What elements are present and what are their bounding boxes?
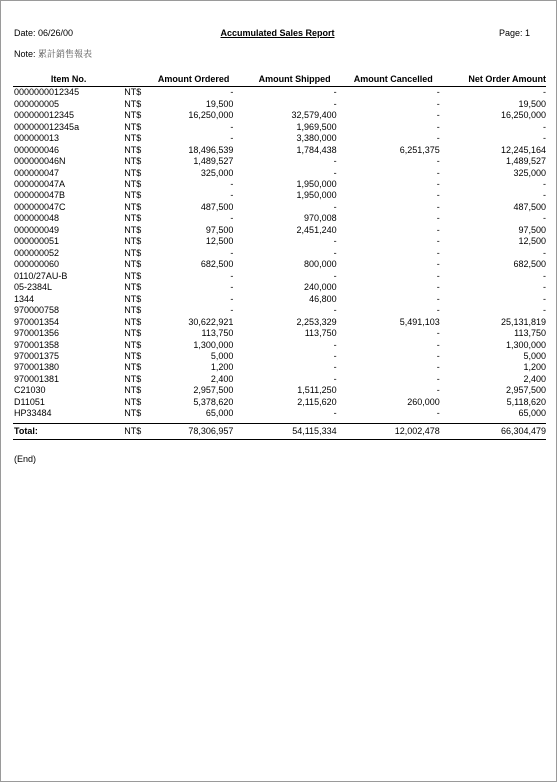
cell-net-order-amount: -: [543, 121, 546, 132]
cell-amount-cancelled: -: [436, 121, 440, 132]
cell-amount-cancelled: -: [436, 236, 440, 247]
table-row: [13, 248, 546, 259]
cell-amount-cancelled: -: [436, 98, 440, 109]
table-row: [13, 98, 546, 109]
cell-amount-cancelled: -: [436, 178, 440, 189]
cell-net-order-amount: -: [543, 305, 546, 316]
cell-amount-ordered: 325,000: [200, 167, 234, 178]
table-row: [13, 351, 546, 362]
cell-item-no: HP33484: [14, 408, 52, 419]
cell-amount-cancelled: -: [436, 293, 440, 304]
cell-currency: NT$: [124, 98, 142, 109]
cell-amount-ordered: 65,000: [205, 408, 234, 419]
cell-amount-shipped: 970,008: [304, 213, 337, 224]
cell-amount-shipped: -: [333, 87, 337, 98]
cell-item-no: 000000047A: [14, 178, 66, 189]
cell-item-no: 970001354: [14, 316, 60, 327]
report-note: [14, 49, 92, 60]
note-text: 累計銷售報表: [38, 49, 93, 59]
cell-currency: NT$: [124, 305, 142, 316]
cell-amount-ordered: -: [230, 121, 234, 132]
table-row: [13, 236, 546, 247]
table-row: [13, 87, 546, 99]
cell-item-no: 000000012345: [14, 110, 75, 121]
cell-amount-shipped: 113,750: [304, 328, 337, 339]
cell-amount-ordered: -: [230, 87, 234, 98]
cell-currency: NT$: [124, 408, 142, 419]
cell-item-no: 0110/27AU-B: [14, 270, 68, 281]
cell-amount-shipped: 1,969,500: [296, 121, 337, 132]
cell-item-no: D11051: [14, 396, 45, 407]
table-row: [13, 213, 546, 224]
cell-net-order-amount: -: [543, 190, 546, 201]
cell-item-no: 000000048: [14, 213, 60, 224]
cell-currency: NT$: [124, 282, 142, 293]
cell-amount-shipped: 2,115,620: [297, 396, 337, 407]
cell-item-no: 000000046: [14, 144, 60, 155]
cell-item-no: 000000060: [14, 259, 60, 270]
cell-amount-shipped: 1,950,000: [296, 190, 337, 201]
cell-amount-ordered: -: [230, 282, 234, 293]
cell-amount-ordered: -: [230, 133, 234, 144]
cell-net-order-amount: 12,245,164: [500, 144, 546, 155]
cell-amount-cancelled: -: [436, 385, 440, 396]
cell-amount-shipped: -: [333, 201, 337, 212]
cell-item-no: 000000051: [14, 236, 60, 247]
cell-amount-ordered: 97,500: [205, 224, 234, 235]
table-row: [13, 133, 546, 144]
cell-amount-ordered: 113,750: [201, 328, 234, 339]
cell-amount-cancelled: 5,491,103: [399, 316, 440, 327]
cell-amount-cancelled: 260,000: [407, 396, 440, 407]
cell-amount-ordered: -: [230, 178, 234, 189]
cell-amount-cancelled: -: [436, 201, 440, 212]
cell-amount-shipped: 1,950,000: [296, 178, 337, 189]
cell-amount-ordered: 2,400: [210, 373, 234, 384]
cell-amount-ordered: 2,957,500: [193, 385, 234, 396]
table-row: [13, 374, 546, 385]
cell-currency: NT$: [124, 293, 142, 304]
cell-currency: NT$: [124, 144, 142, 155]
cell-amount-ordered: 12,500: [205, 236, 234, 247]
cell-amount-shipped: -: [333, 373, 337, 384]
cell-amount-shipped: 46,800: [309, 293, 337, 304]
cell-item-no: 970001375: [14, 351, 60, 362]
cell-net-order-amount: 1,200: [523, 362, 546, 373]
cell-amount-shipped: 2,253,329: [296, 316, 337, 327]
table-body: [13, 87, 546, 420]
cell-item-no: 000000047: [14, 167, 60, 178]
cell-net-order-amount: -: [543, 293, 546, 304]
cell-amount-shipped: 800,000: [304, 259, 337, 270]
cell-currency: NT$: [124, 87, 142, 98]
cell-currency: NT$: [124, 247, 142, 258]
total-currency: NT$: [124, 423, 149, 439]
sales-table: [13, 72, 546, 440]
cell-currency: NT$: [124, 328, 142, 339]
table-row: [13, 282, 546, 293]
cell-amount-ordered: 5,000: [210, 351, 234, 362]
col-header-currency: [124, 72, 149, 87]
cell-item-no: 000000012345a: [14, 121, 80, 132]
total-cancelled: 12,002,478: [337, 423, 440, 439]
cell-amount-ordered: -: [230, 213, 234, 224]
cell-net-order-amount: 113,750: [514, 328, 546, 339]
cell-amount-cancelled: -: [436, 351, 440, 362]
cell-net-order-amount: 2,957,500: [505, 385, 546, 396]
cell-net-order-amount: 1,489,527: [505, 156, 546, 167]
cell-amount-shipped: -: [333, 167, 337, 178]
cell-amount-cancelled: -: [436, 156, 440, 167]
cell-net-order-amount: -: [543, 87, 546, 98]
report-end-marker: (End): [14, 454, 37, 464]
cell-currency: NT$: [124, 110, 142, 121]
cell-amount-cancelled: 6,251,375: [399, 144, 440, 155]
cell-net-order-amount: 65,000: [518, 408, 546, 419]
cell-net-order-amount: 97,500: [518, 224, 546, 235]
note-label: Note:: [14, 49, 39, 59]
cell-amount-ordered: 30,622,921: [188, 316, 234, 327]
cell-net-order-amount: 16,250,000: [500, 110, 546, 121]
cell-amount-shipped: -: [333, 305, 337, 316]
total-label: Total:: [13, 423, 124, 439]
cell-amount-ordered: 18,496,539: [188, 144, 234, 155]
table-row: [13, 305, 546, 316]
cell-amount-cancelled: -: [436, 339, 440, 350]
cell-item-no: 000000047B: [14, 190, 66, 201]
cell-amount-ordered: 487,500: [200, 201, 234, 212]
cell-net-order-amount: 5,118,620: [506, 396, 546, 407]
table-row: [13, 144, 546, 155]
cell-currency: NT$: [124, 373, 142, 384]
cell-net-order-amount: 487,500: [513, 201, 546, 212]
cell-net-order-amount: -: [543, 270, 546, 281]
cell-currency: NT$: [124, 190, 142, 201]
table-row: [13, 225, 546, 236]
cell-amount-cancelled: -: [436, 133, 440, 144]
cell-currency: NT$: [124, 178, 142, 189]
cell-item-no: 970000758: [14, 305, 60, 316]
cell-amount-ordered: -: [230, 293, 234, 304]
table-row: [13, 179, 546, 190]
total-shipped: 54,115,334: [233, 423, 336, 439]
cell-amount-ordered: -: [230, 270, 234, 281]
cell-amount-shipped: -: [333, 351, 337, 362]
table-row: [13, 316, 546, 327]
cell-currency: NT$: [124, 224, 142, 235]
cell-amount-cancelled: -: [436, 213, 440, 224]
cell-item-no: 970001381: [14, 373, 60, 384]
cell-net-order-amount: 2,400: [523, 373, 546, 384]
cell-item-no: 970001358: [14, 339, 60, 350]
cell-amount-ordered: 16,250,000: [188, 110, 234, 121]
cell-currency: NT$: [124, 316, 142, 327]
cell-item-no: 000000005: [14, 98, 60, 109]
cell-amount-shipped: -: [333, 270, 337, 281]
cell-currency: NT$: [124, 167, 142, 178]
cell-net-order-amount: 325,000: [513, 167, 546, 178]
table-row: [13, 328, 546, 339]
col-header-amount-ordered: Amount Ordered: [149, 72, 233, 87]
table-row: [13, 167, 546, 178]
table-row: [13, 362, 546, 373]
cell-amount-shipped: -: [333, 247, 337, 258]
cell-amount-cancelled: -: [436, 247, 440, 258]
cell-currency: NT$: [124, 351, 142, 362]
cell-amount-ordered: -: [230, 247, 234, 258]
cell-currency: NT$: [124, 385, 142, 396]
cell-amount-shipped: 2,451,240: [296, 224, 337, 235]
cell-item-no: 000000049: [14, 224, 60, 235]
cell-item-no: 05-2384L: [14, 282, 53, 293]
cell-amount-ordered: 682,500: [200, 259, 234, 270]
cell-amount-shipped: -: [333, 339, 337, 350]
cell-item-no: 1344: [14, 293, 35, 304]
cell-amount-ordered: -: [230, 190, 234, 201]
total-row: [13, 423, 546, 439]
table-row: [13, 385, 546, 396]
cell-amount-cancelled: -: [436, 87, 440, 98]
cell-amount-cancelled: -: [436, 328, 440, 339]
total-net: 66,304,479: [440, 423, 546, 439]
table-row: [13, 397, 546, 408]
cell-net-order-amount: -: [543, 247, 546, 258]
cell-net-order-amount: -: [543, 213, 546, 224]
cell-amount-ordered: 1,200: [210, 362, 234, 373]
cell-amount-cancelled: -: [436, 190, 440, 201]
col-header-amount-shipped: Amount Shipped: [233, 72, 336, 87]
report-date: Date: 06/26/00: [14, 28, 74, 38]
cell-currency: NT$: [124, 133, 142, 144]
cell-amount-cancelled: -: [436, 362, 440, 373]
cell-amount-ordered: 1,489,527: [193, 156, 234, 167]
table-row: [13, 408, 546, 419]
cell-item-no: 000000052: [14, 247, 60, 258]
cell-net-order-amount: 25,131,819: [500, 316, 546, 327]
total-ordered: 78,306,957: [149, 423, 233, 439]
cell-item-no: 000000046N: [14, 156, 66, 167]
table-row: [13, 293, 546, 304]
col-header-item-no: Item No.: [13, 72, 124, 87]
cell-net-order-amount: 682,500: [513, 259, 546, 270]
cell-net-order-amount: 1,300,000: [505, 339, 546, 350]
cell-currency: NT$: [124, 156, 142, 167]
cell-amount-cancelled: -: [436, 110, 440, 121]
cell-amount-ordered: 1,300,000: [193, 339, 234, 350]
cell-net-order-amount: 12,500: [518, 236, 546, 247]
cell-amount-cancelled: -: [436, 224, 440, 235]
cell-amount-ordered: 5,378,620: [193, 396, 234, 407]
cell-net-order-amount: -: [543, 282, 546, 293]
cell-currency: NT$: [124, 213, 142, 224]
cell-currency: NT$: [124, 236, 142, 247]
col-header-net-order-amount: Net Order Amount: [440, 72, 546, 87]
table-row: [13, 121, 546, 132]
cell-net-order-amount: -: [543, 133, 546, 144]
cell-item-no: 970001380: [14, 362, 60, 373]
table-row: [13, 156, 546, 167]
report-title: Accumulated Sales Report: [220, 28, 335, 38]
cell-amount-shipped: -: [333, 98, 337, 109]
cell-net-order-amount: 5,000: [523, 351, 546, 362]
table-row: [13, 202, 546, 213]
cell-amount-cancelled: -: [436, 270, 440, 281]
cell-item-no: 970001356: [14, 328, 60, 339]
cell-amount-shipped: 240,000: [304, 282, 337, 293]
cell-net-order-amount: 19,500: [518, 98, 546, 109]
cell-amount-shipped: 1,511,250: [297, 385, 337, 396]
cell-amount-cancelled: -: [436, 305, 440, 316]
table-total: [13, 420, 546, 440]
table-row: [13, 339, 546, 350]
cell-item-no: 000000047C: [14, 201, 66, 212]
table-row: [13, 110, 546, 121]
cell-item-no: 0000000012345: [14, 87, 80, 98]
cell-currency: NT$: [124, 396, 142, 407]
cell-amount-shipped: 1,784,438: [296, 144, 337, 155]
cell-amount-cancelled: -: [436, 167, 440, 178]
cell-currency: NT$: [124, 362, 142, 373]
table-row: [13, 190, 546, 201]
cell-amount-shipped: -: [333, 408, 337, 419]
cell-amount-shipped: 32,579,400: [291, 110, 337, 121]
cell-currency: NT$: [124, 339, 142, 350]
cell-amount-cancelled: -: [436, 259, 440, 270]
cell-currency: NT$: [124, 259, 142, 270]
table-row: [13, 271, 546, 282]
cell-currency: NT$: [124, 201, 142, 212]
cell-amount-cancelled: -: [436, 408, 440, 419]
cell-amount-shipped: -: [333, 156, 337, 167]
table-row: [13, 259, 546, 270]
cell-amount-shipped: -: [333, 236, 337, 247]
cell-amount-ordered: -: [230, 305, 234, 316]
cell-amount-cancelled: -: [436, 373, 440, 384]
cell-amount-ordered: 19,500: [205, 98, 234, 109]
cell-net-order-amount: -: [543, 178, 546, 189]
cell-currency: NT$: [124, 121, 142, 132]
cell-amount-shipped: 3,380,000: [296, 133, 337, 144]
cell-item-no: C21030: [14, 385, 46, 396]
cell-amount-cancelled: -: [436, 282, 440, 293]
col-header-amount-cancelled: Amount Cancelled: [337, 72, 440, 87]
page-number: Page: 1: [498, 28, 530, 38]
cell-amount-shipped: -: [333, 362, 337, 373]
cell-currency: NT$: [124, 270, 142, 281]
cell-item-no: 000000013: [14, 133, 60, 144]
table-header-row: [13, 72, 546, 87]
